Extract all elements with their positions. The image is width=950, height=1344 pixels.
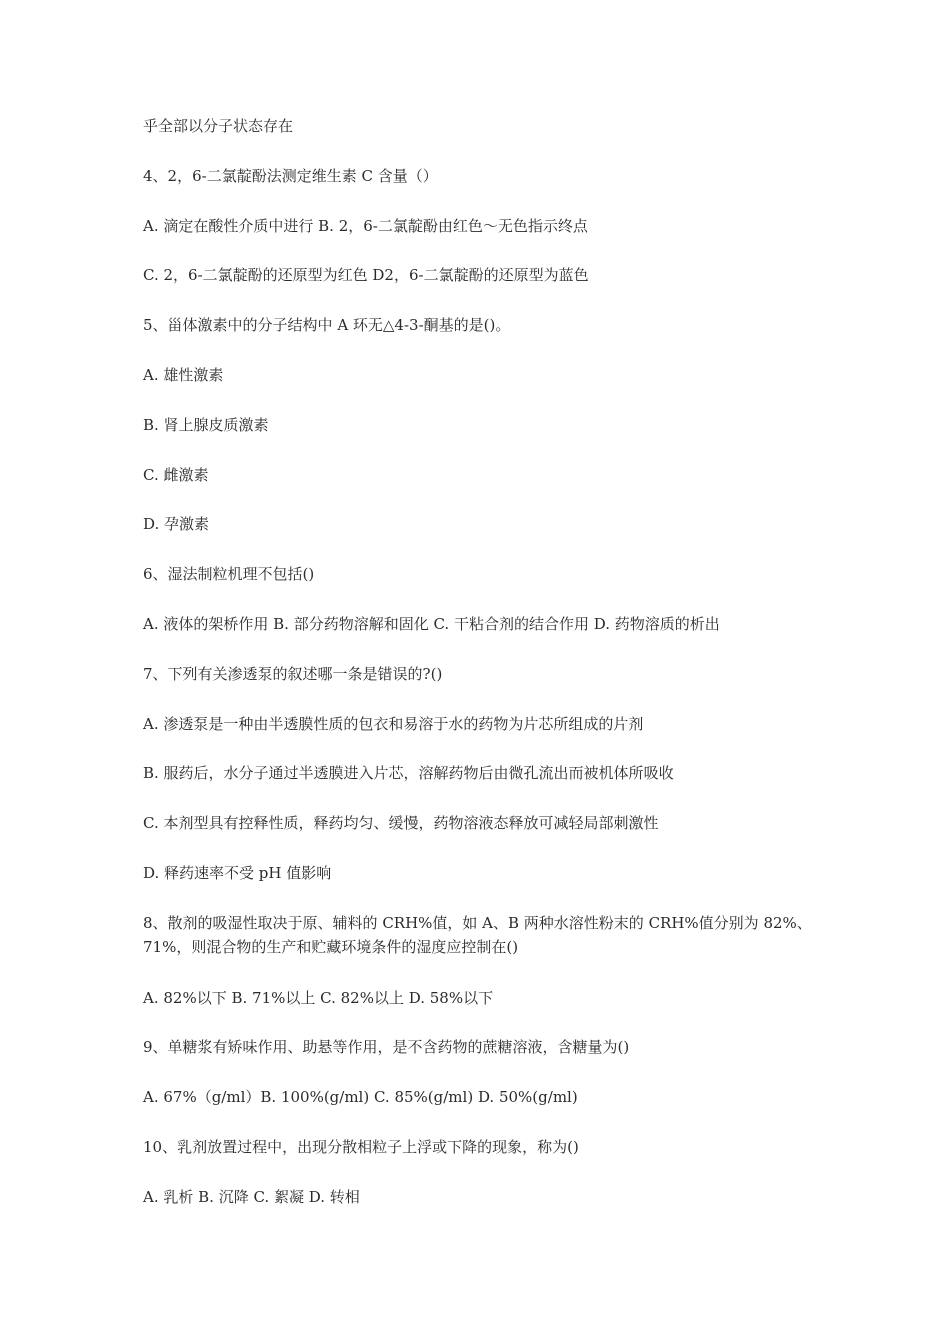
question-7-option-c: C. 本剂型具有控释性质，释药均匀、缓慢，药物溶液态释放可减轻局部刺激性	[143, 814, 659, 832]
question-7-option-b: B. 服药后，水分子通过半透膜进入片芯，溶解药物后由微孔流出而被机体所吸收	[143, 764, 674, 782]
question-5-option-a: A. 雄性激素	[143, 366, 224, 384]
question-9-options: A. 67%（g/ml）B. 100%(g/ml) C. 85%(g/ml) D. 50%(g/ml)	[143, 1088, 578, 1106]
question-7: 7、下列有关渗透泵的叙述哪一条是错误的?()	[143, 665, 443, 683]
question-10: 10、乳剂放置过程中，出现分散相粒子上浮或下降的现象，称为()	[143, 1138, 579, 1156]
question-9: 9、单糖浆有矫味作用、助悬等作用，是不含药物的蔗糖溶液，含糖量为()	[143, 1038, 630, 1056]
question-5: 5、甾体激素中的分子结构中 A 环无△4-3-酮基的是()。	[143, 316, 511, 334]
question-6: 6、湿法制粒机理不包括()	[143, 565, 315, 583]
question-6-options: A. 液体的架桥作用 B. 部分药物溶解和固化 C. 干粘合剂的结合作用 D. 药物溶质的析出	[143, 615, 720, 633]
question-5-option-b: B. 肾上腺皮质激素	[143, 416, 269, 434]
question-8: 8、散剂的吸湿性取决于原、辅料的 CRH%值，如 A、B 两种水溶性粉末的 CRH%值分别为 82%、71%，则混合物的生产和贮藏环境条件的湿度应控制在()	[143, 914, 812, 956]
question-7-option-a: A. 渗透泵是一种由半透膜性质的包衣和易溶于水的药物为片芯所组成的片剂	[143, 715, 644, 733]
question-4: 4、2，6-二氯靛酚法测定维生素 C 含量（）	[143, 167, 438, 185]
question-5-option-c: C. 雌激素	[143, 466, 209, 484]
question-4-options-ab: A. 滴定在酸性介质中进行 B. 2，6-二氯靛酚由红色～无色指示终点	[143, 217, 588, 235]
question-8-options: A. 82%以下 B. 71%以上 C. 82%以上 D. 58%以下	[143, 989, 494, 1007]
question-7-option-d: D. 释药速率不受 pH 值影响	[143, 864, 332, 882]
question-10-options: A. 乳析 B. 沉降 C. 絮凝 D. 转相	[143, 1188, 360, 1206]
text-line: 乎全部以分子状态存在	[143, 117, 294, 135]
question-5-option-d: D. 孕激素	[143, 515, 210, 533]
question-4-options-cd: C. 2，6-二氯靛酚的还原型为红色 D2，6-二氯靛酚的还原型为蓝色	[143, 266, 589, 284]
